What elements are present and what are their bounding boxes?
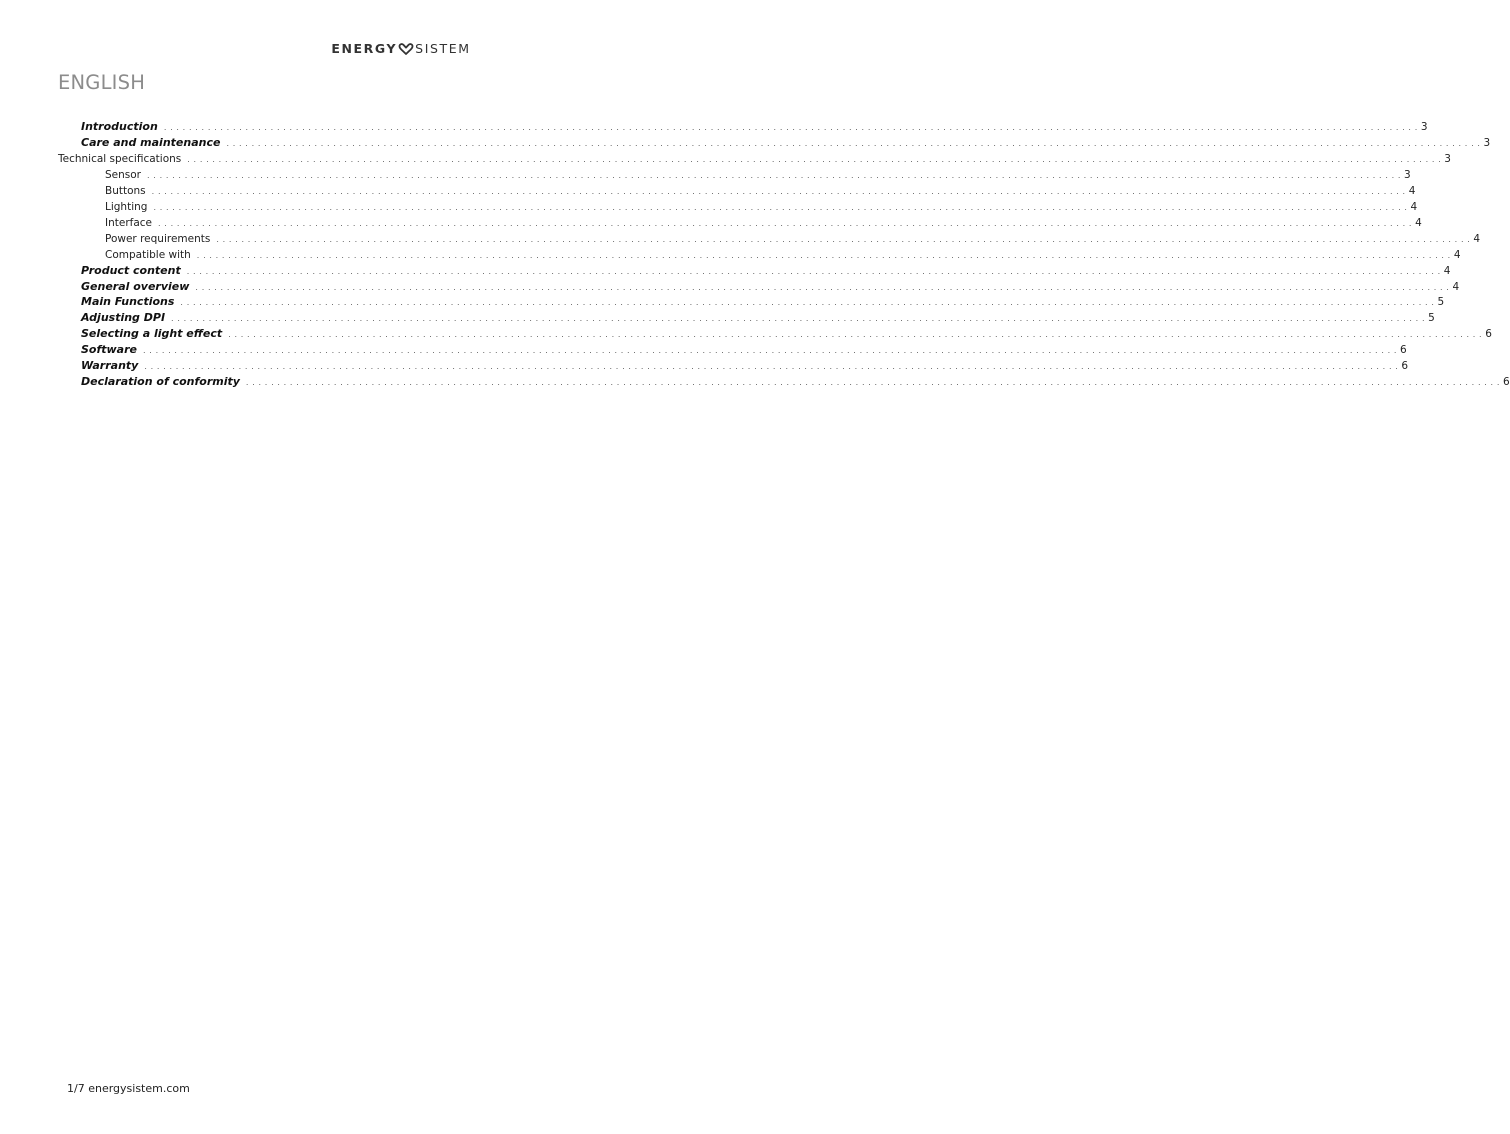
toc-entry-label: Introduction xyxy=(81,120,158,133)
toc-entry[interactable] xyxy=(81,374,1510,390)
toc-entry[interactable] xyxy=(81,119,1428,135)
toc-entry-label: Selecting a light effect xyxy=(81,327,223,341)
toc-leader-dots: . . . . . . . . . . . . . . . . . . . . . . . . . . . . . . . . . . . . . . . . . . . . . . . . . . . . . . . . . . . . . . . . . . . . . . . . . . . . . . . . . . . . . . . . . . . . . . . . . . . . . . . . . . . . . . . . . . . . . . . . . . . . . . . . . . . . . . . . . . . . . . . . . . . . . . . . . . . . . . . . . . . . . . . . . . . . . . . . . . . . . . . . . . . . . . . . . . . . . . . . xyxy=(196,250,1451,260)
toc-entry-label: Care and maintenance xyxy=(81,135,221,149)
toc-entry-page: 6 xyxy=(1502,376,1510,389)
website-link[interactable]: energysistem.com xyxy=(88,1082,190,1095)
toc-entry[interactable] xyxy=(105,215,1422,231)
page-footer xyxy=(67,1082,190,1096)
toc-entry-label: General overview xyxy=(81,279,190,293)
toc-leader-dots: . . . . . . . . . . . . . . . . . . . . . . . . . . . . . . . . . . . . . . . . . . . . . . . . . . . . . . . . . . . . . . . . . . . . . . . . . . . . . . . . . . . . . . . . . . . . . . . . . . . . . . . . . . . . . . . . . . . . . . . . . . . . . . . . . . . . . . . . . . . . . . . . . . . . . . . . . . . . . . . . . . . . . . . . . . . . . . . . . . . . . . . . . . . . . . . . . . . . . . . . xyxy=(180,298,1435,308)
toc-leader-dots: . . . . . . . . . . . . . . . . . . . . . . . . . . . . . . . . . . . . . . . . . . . . . . . . . . . . . . . . . . . . . . . . . . . . . . . . . . . . . . . . . . . . . . . . . . . . . . . . . . . . . . . . . . . . . . . . . . . . . . . . . . . . . . . . . . . . . . . . . . . . . . . . . . . . . . . . . . . . . . . . . . . . . . . . . . . . . . . . . . . . . . . . . . . . . . . . . . . . . . . . xyxy=(245,378,1500,388)
toc-entry-label: Buttons xyxy=(105,184,146,197)
toc-entry-page: 3 xyxy=(1444,152,1451,165)
toc-entry-page: 4 xyxy=(1473,232,1481,245)
toc-entry-label: Compatible with xyxy=(105,248,191,261)
toc-entry-label: Product content xyxy=(81,263,181,277)
toc-entry[interactable] xyxy=(58,151,1451,167)
toc-leader-dots: . . . . . . . . . . . . . . . . . . . . . . . . . . . . . . . . . . . . . . . . . . . . . . . . . . . . . . . . . . . . . . . . . . . . . . . . . . . . . . . . . . . . . . . . . . . . . . . . . . . . . . . . . . . . . . . . . . . . . . . . . . . . . . . . . . . . . . . . . . . . . . . . . . . . . . . . . . . . . . . . . . . . . . . . . . . . . . . . . . . . . . . . . . . . . . . . . . . . . . . . xyxy=(187,154,1442,164)
toc-entry-label: Power requirements xyxy=(105,232,211,245)
toc-entry[interactable] xyxy=(105,167,1411,183)
page-number: 1/7 xyxy=(67,1082,85,1095)
toc-entry-page: 5 xyxy=(1437,296,1445,309)
toc-entry-label: Declaration of conformity xyxy=(81,375,240,389)
toc-leader-dots: . . . . . . . . . . . . . . . . . . . . . . . . . . . . . . . . . . . . . . . . . . . . . . . . . . . . . . . . . . . . . . . . . . . . . . . . . . . . . . . . . . . . . . . . . . . . . . . . . . . . . . . . . . . . . . . . . . . . . . . . . . . . . . . . . . . . . . . . . . . . . . . . . . . . . . . . . . . . . . . . . . . . . . . . . . . . . . . . . . . . . . . . . . . . . . . . . . . . . . . . xyxy=(171,314,1426,324)
toc-entry-page: 4 xyxy=(1415,216,1422,229)
toc-entry-label: Software xyxy=(81,343,137,357)
toc-entry-label: Interface xyxy=(105,216,153,229)
brand-logo xyxy=(0,41,802,57)
toc-leader-dots: . . . . . . . . . . . . . . . . . . . . . . . . . . . . . . . . . . . . . . . . . . . . . . . . . . . . . . . . . . . . . . . . . . . . . . . . . . . . . . . . . . . . . . . . . . . . . . . . . . . . . . . . . . . . . . . . . . . . . . . . . . . . . . . . . . . . . . . . . . . . . . . . . . . . . . . . . . . . . . . . . . . . . . . . . . . . . . . . . . . . . . . . . . . . . . . . . . . . . . . . xyxy=(147,170,1402,180)
toc-leader-dots: . . . . . . . . . . . . . . . . . . . . . . . . . . . . . . . . . . . . . . . . . . . . . . . . . . . . . . . . . . . . . . . . . . . . . . . . . . . . . . . . . . . . . . . . . . . . . . . . . . . . . . . . . . . . . . . . . . . . . . . . . . . . . . . . . . . . . . . . . . . . . . . . . . . . . . . . . . . . . . . . . . . . . . . . . . . . . . . . . . . . . . . . . . . . . . . . . . . . . . . . xyxy=(216,234,1471,244)
toc-entry-page: 4 xyxy=(1410,200,1418,213)
toc-entry[interactable] xyxy=(81,135,1491,151)
toc-entry[interactable] xyxy=(81,294,1445,310)
section-title: ENGLISH xyxy=(58,71,146,94)
toc-entry-label: Adjusting DPI xyxy=(81,311,166,325)
toc-entry-label: Technical specifications xyxy=(58,152,182,165)
toc-entry[interactable] xyxy=(81,310,1435,326)
toc-leader-dots: . . . . . . . . . . . . . . . . . . . . . . . . . . . . . . . . . . . . . . . . . . . . . . . . . . . . . . . . . . . . . . . . . . . . . . . . . . . . . . . . . . . . . . . . . . . . . . . . . . . . . . . . . . . . . . . . . . . . . . . . . . . . . . . . . . . . . . . . . . . . . . . . . . . . . . . . . . . . . . . . . . . . . . . . . . . . . . . . . . . . . . . . . . . . . . . . . . . . . . . . xyxy=(144,362,1399,372)
toc-leader-dots: . . . . . . . . . . . . . . . . . . . . . . . . . . . . . . . . . . . . . . . . . . . . . . . . . . . . . . . . . . . . . . . . . . . . . . . . . . . . . . . . . . . . . . . . . . . . . . . . . . . . . . . . . . . . . . . . . . . . . . . . . . . . . . . . . . . . . . . . . . . . . . . . . . . . . . . . . . . . . . . . . . . . . . . . . . . . . . . . . . . . . . . . . . . . . . . . . . . . . . . . xyxy=(143,346,1398,356)
toc-entry-page: 6 xyxy=(1485,328,1492,341)
toc-entry-page: 6 xyxy=(1401,360,1409,373)
toc-entry-page: 3 xyxy=(1420,121,1428,133)
heart-check-icon xyxy=(398,43,414,55)
toc-leader-dots: . . . . . . . . . . . . . . . . . . . . . . . . . . . . . . . . . . . . . . . . . . . . . . . . . . . . . . . . . . . . . . . . . . . . . . . . . . . . . . . . . . . . . . . . . . . . . . . . . . . . . . . . . . . . . . . . . . . . . . . . . . . . . . . . . . . . . . . . . . . . . . . . . . . . . . . . . . . . . . . . . . . . . . . . . . . . . . . . . . . . . . . . . . . . . . . . . . . . . . . . xyxy=(153,202,1408,212)
toc-entry[interactable] xyxy=(81,279,1460,295)
toc-entry-label: Main Functions xyxy=(81,295,175,309)
toc-entry[interactable] xyxy=(105,183,1416,199)
brand-name-right: SISTEM xyxy=(415,41,471,56)
toc-entry-page: 5 xyxy=(1428,312,1435,325)
toc-entry-page: 4 xyxy=(1452,280,1460,293)
toc-leader-dots: . . . . . . . . . . . . . . . . . . . . . . . . . . . . . . . . . . . . . . . . . . . . . . . . . . . . . . . . . . . . . . . . . . . . . . . . . . . . . . . . . . . . . . . . . . . . . . . . . . . . . . . . . . . . . . . . . . . . . . . . . . . . . . . . . . . . . . . . . . . . . . . . . . . . . . . . . . . . . . . . . . . . . . . . . . . . . . . . . . . . . . . . . . . . . . . . . . . . . . . . xyxy=(163,123,1418,132)
toc-entry[interactable] xyxy=(81,358,1409,374)
toc-entry-page: 4 xyxy=(1408,184,1416,197)
toc-leader-dots: . . . . . . . . . . . . . . . . . . . . . . . . . . . . . . . . . . . . . . . . . . . . . . . . . . . . . . . . . . . . . . . . . . . . . . . . . . . . . . . . . . . . . . . . . . . . . . . . . . . . . . . . . . . . . . . . . . . . . . . . . . . . . . . . . . . . . . . . . . . . . . . . . . . . . . . . . . . . . . . . . . . . . . . . . . . . . . . . . . . . . . . . . . . . . . . . . . . . . . . . xyxy=(228,330,1483,340)
toc-entry[interactable] xyxy=(105,199,1418,215)
toc-entry[interactable] xyxy=(81,263,1451,279)
toc-entry[interactable] xyxy=(105,231,1481,247)
toc-entry-label: Warranty xyxy=(81,359,139,373)
brand-name-left: ENERGY xyxy=(331,41,398,56)
toc-entry-page: 4 xyxy=(1443,264,1451,277)
toc-entry-label: Sensor xyxy=(105,168,141,181)
toc-entry[interactable] xyxy=(105,247,1461,263)
toc-entry-page: 6 xyxy=(1400,344,1407,357)
toc-entry-page: 4 xyxy=(1453,248,1461,261)
toc-entry-page: 3 xyxy=(1483,136,1491,149)
toc-entry-page: 3 xyxy=(1404,168,1411,181)
toc-entry[interactable] xyxy=(81,342,1407,358)
toc-leader-dots: . . . . . . . . . . . . . . . . . . . . . . . . . . . . . . . . . . . . . . . . . . . . . . . . . . . . . . . . . . . . . . . . . . . . . . . . . . . . . . . . . . . . . . . . . . . . . . . . . . . . . . . . . . . . . . . . . . . . . . . . . . . . . . . . . . . . . . . . . . . . . . . . . . . . . . . . . . . . . . . . . . . . . . . . . . . . . . . . . . . . . . . . . . . . . . . . . . . . . . . . xyxy=(186,266,1441,276)
toc-leader-dots: . . . . . . . . . . . . . . . . . . . . . . . . . . . . . . . . . . . . . . . . . . . . . . . . . . . . . . . . . . . . . . . . . . . . . . . . . . . . . . . . . . . . . . . . . . . . . . . . . . . . . . . . . . . . . . . . . . . . . . . . . . . . . . . . . . . . . . . . . . . . . . . . . . . . . . . . . . . . . . . . . . . . . . . . . . . . . . . . . . . . . . . . . . . . . . . . . . . . . . . . xyxy=(158,218,1413,228)
toc-leader-dots: . . . . . . . . . . . . . . . . . . . . . . . . . . . . . . . . . . . . . . . . . . . . . . . . . . . . . . . . . . . . . . . . . . . . . . . . . . . . . . . . . . . . . . . . . . . . . . . . . . . . . . . . . . . . . . . . . . . . . . . . . . . . . . . . . . . . . . . . . . . . . . . . . . . . . . . . . . . . . . . . . . . . . . . . . . . . . . . . . . . . . . . . . . . . . . . . . . . . . . . . xyxy=(151,186,1406,196)
toc-entry-label: Lighting xyxy=(105,200,148,213)
toc-entry[interactable] xyxy=(81,326,1492,342)
toc-leader-dots: . . . . . . . . . . . . . . . . . . . . . . . . . . . . . . . . . . . . . . . . . . . . . . . . . . . . . . . . . . . . . . . . . . . . . . . . . . . . . . . . . . . . . . . . . . . . . . . . . . . . . . . . . . . . . . . . . . . . . . . . . . . . . . . . . . . . . . . . . . . . . . . . . . . . . . . . . . . . . . . . . . . . . . . . . . . . . . . . . . . . . . . . . . . . . . . . . . . . . . . . xyxy=(195,282,1450,292)
toc-leader-dots: . . . . . . . . . . . . . . . . . . . . . . . . . . . . . . . . . . . . . . . . . . . . . . . . . . . . . . . . . . . . . . . . . . . . . . . . . . . . . . . . . . . . . . . . . . . . . . . . . . . . . . . . . . . . . . . . . . . . . . . . . . . . . . . . . . . . . . . . . . . . . . . . . . . . . . . . . . . . . . . . . . . . . . . . . . . . . . . . . . . . . . . . . . . . . . . . . . . . . . . . xyxy=(226,138,1481,148)
